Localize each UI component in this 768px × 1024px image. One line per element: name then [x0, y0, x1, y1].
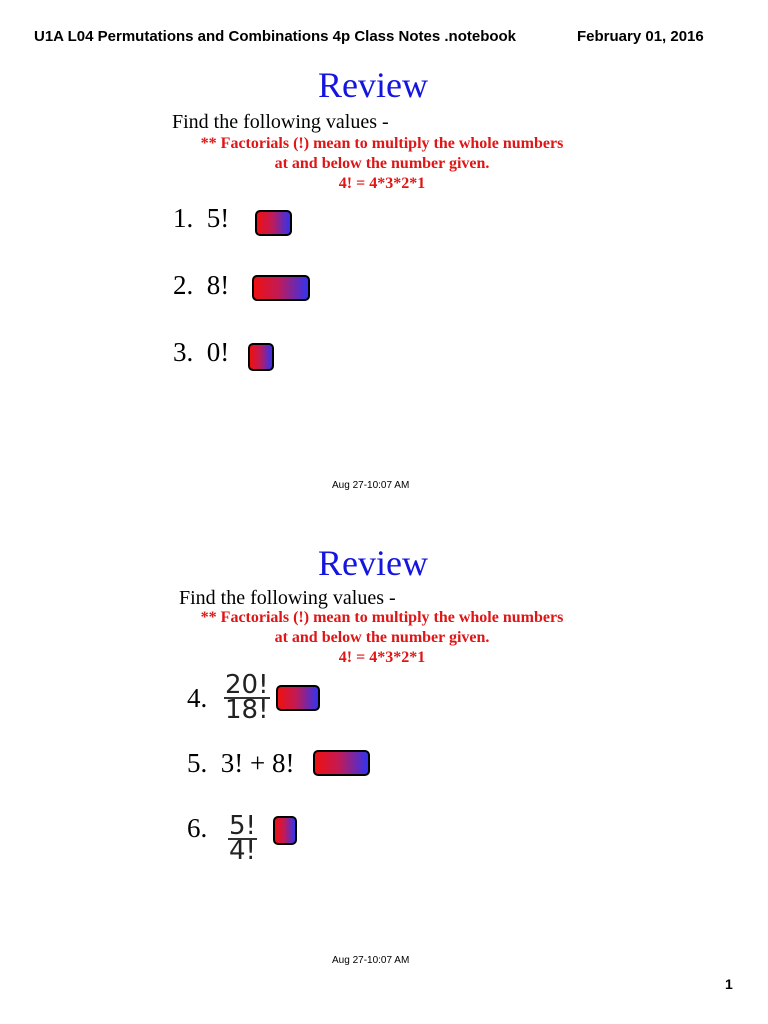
- note-line: ** Factorials (!) mean to multiply the whole numbers: [200, 135, 564, 152]
- problem-expression: 3! + 8!: [220, 748, 295, 778]
- answer-reveal-box-4[interactable]: [276, 685, 320, 711]
- slide-2-timestamp: Aug 27-10:07 AM: [332, 955, 410, 966]
- problem-5: [187, 748, 294, 779]
- slide-1-title: Review: [318, 65, 428, 105]
- slide-1-note: [170, 134, 594, 194]
- slide-1-timestamp: Aug 27-10:07 AM: [332, 480, 410, 491]
- answer-reveal-box-5[interactable]: [313, 750, 370, 776]
- problem-expression: 5!: [206, 203, 230, 233]
- notebook-title: U1A L04 Permutations and Combinations 4p Class Notes .notebook: [34, 28, 517, 45]
- page-number: 1: [725, 976, 733, 992]
- note-line: at and below the number given.: [274, 629, 490, 646]
- problem-6-number: 6.: [187, 813, 208, 843]
- problem-6-fraction: [228, 811, 257, 866]
- slide-2-note: [170, 608, 594, 668]
- problem-1: [173, 203, 229, 234]
- note-line: at and below the number given.: [274, 155, 490, 172]
- problem-number: 2.: [173, 270, 194, 300]
- problem-4-number: 4.: [187, 683, 208, 713]
- fraction-denominator: 4!: [229, 836, 256, 866]
- problem-expression: 8!: [206, 270, 230, 300]
- problem-3: [173, 337, 229, 368]
- problem-4-fraction: [224, 670, 270, 725]
- answer-reveal-box-6[interactable]: [273, 816, 297, 845]
- note-line: 4! = 4*3*2*1: [338, 649, 426, 666]
- problem-number: 1.: [173, 203, 194, 233]
- note-line: 4! = 4*3*2*1: [338, 175, 426, 192]
- fraction-denominator: 18!: [225, 695, 269, 725]
- problem-number: 5.: [187, 748, 208, 778]
- problem-number: 3.: [173, 337, 194, 367]
- note-line: ** Factorials (!) mean to multiply the whole numbers: [200, 609, 564, 626]
- notebook-date: February 01, 2016: [577, 28, 704, 45]
- problem-2: [173, 270, 229, 301]
- fraction-numerator: 20!: [225, 670, 269, 700]
- slide-2-instruction: Find the following values -: [179, 587, 396, 609]
- fraction-numerator: 5!: [229, 811, 256, 841]
- problem-expression: 0!: [206, 337, 230, 367]
- slide-1-instruction: Find the following values -: [172, 111, 389, 133]
- answer-reveal-box-2[interactable]: [252, 275, 310, 301]
- slide-2-title: Review: [318, 543, 428, 583]
- answer-reveal-box-1[interactable]: [255, 210, 292, 236]
- answer-reveal-box-3[interactable]: [248, 343, 274, 371]
